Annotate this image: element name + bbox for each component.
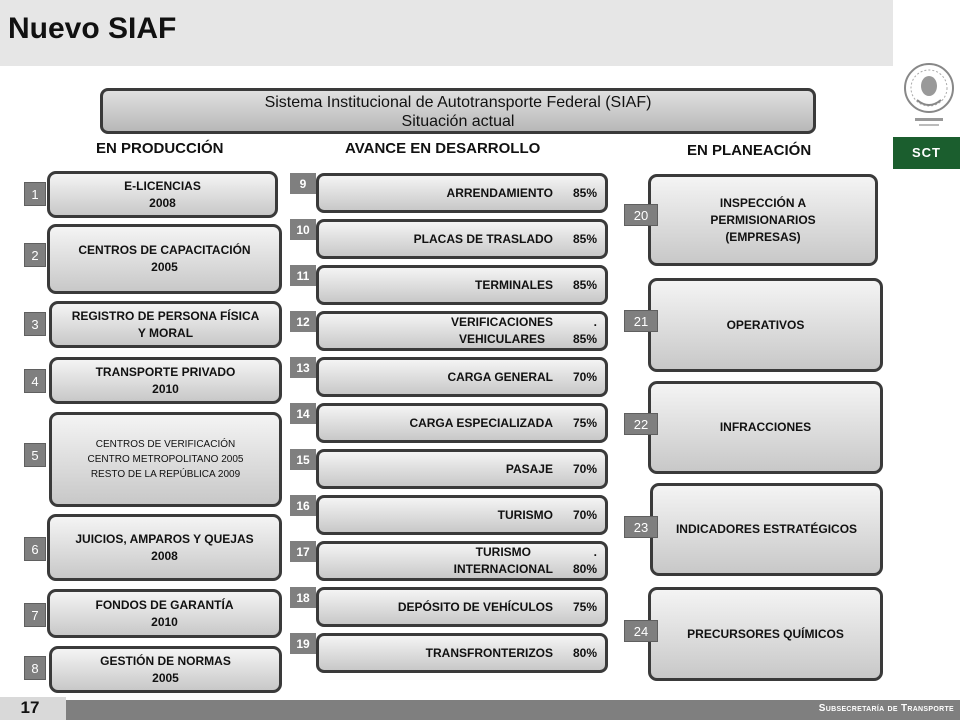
item-label: TURISMO xyxy=(497,507,553,522)
item-progress: 85% xyxy=(572,231,597,246)
desarrollo-item[interactable] xyxy=(316,311,608,351)
produccion-item[interactable] xyxy=(47,514,282,581)
desarrollo-item[interactable] xyxy=(316,173,608,213)
header-box xyxy=(100,88,816,134)
produccion-item[interactable] xyxy=(47,171,278,218)
item-label: PASAJE xyxy=(505,461,553,476)
planeacion-item[interactable] xyxy=(648,587,883,681)
item-progress: 75% xyxy=(572,415,597,430)
item-label: FONDOS DE GARANTÍA xyxy=(95,597,234,612)
item-progress: 85% xyxy=(572,185,597,200)
footer-organization: Subsecretaría de Transporte xyxy=(818,703,954,714)
desarrollo-item[interactable] xyxy=(316,541,608,581)
item-label: CENTROS DE VERIFICACIÓN xyxy=(95,439,236,450)
item-progress: . 85% xyxy=(572,315,597,346)
item-label: INFRACCIONES xyxy=(719,420,812,434)
item-year: 2010 xyxy=(151,614,178,629)
item-number-badge: 6 xyxy=(24,537,46,561)
item-number-badge: 19 xyxy=(290,633,316,654)
produccion-item[interactable] xyxy=(49,357,282,404)
item-number-badge: 5 xyxy=(24,443,46,467)
produccion-item[interactable] xyxy=(49,301,282,348)
item-label: TURISMO INTERNACIONAL xyxy=(453,545,553,576)
item-progress: 70% xyxy=(572,461,597,476)
item-detail: RESTO DE LA REPÚBLICA 2009 xyxy=(90,469,241,480)
item-label-line2: Y MORAL xyxy=(137,325,194,340)
produccion-item[interactable] xyxy=(47,224,282,294)
item-label: ARRENDAMIENTO xyxy=(446,185,553,200)
desarrollo-item[interactable] xyxy=(316,265,608,305)
item-year: 2005 xyxy=(151,260,178,274)
sct-logo: SCT xyxy=(893,137,960,169)
item-number-badge: 12 xyxy=(290,311,316,332)
item-label: PLACAS DE TRASLADO xyxy=(413,231,553,246)
item-label: TRANSFRONTERIZOS xyxy=(425,645,553,660)
column-title-planeacion: EN PLANEACIÓN xyxy=(687,142,812,159)
item-year: 2005 xyxy=(152,670,179,685)
header-line1: Sistema Institucional de Autotransporte Federal (SIAF) xyxy=(264,94,652,111)
item-number-badge: 3 xyxy=(24,312,46,336)
footer-bar xyxy=(0,700,960,720)
item-number-badge: 21 xyxy=(624,310,658,332)
item-label: TRANSPORTE PRIVADO xyxy=(95,364,236,379)
desarrollo-item[interactable] xyxy=(316,587,608,627)
item-progress: . 80% xyxy=(572,545,597,576)
item-number-badge: 11 xyxy=(290,265,316,286)
page-number: 17 xyxy=(20,698,40,717)
item-number-badge: 1 xyxy=(24,182,46,206)
item-label: TERMINALES xyxy=(475,277,553,292)
planeacion-item[interactable] xyxy=(648,381,883,474)
item-number-badge: 14 xyxy=(290,403,316,424)
item-number-badge: 15 xyxy=(290,449,316,470)
item-label: CENTROS DE CAPACITACIÓN xyxy=(78,243,251,257)
column-title-desarrollo: AVANCE EN DESARROLLO xyxy=(345,140,541,157)
item-progress: 75% xyxy=(572,599,597,614)
planeacion-item[interactable] xyxy=(648,278,883,372)
item-year: 2010 xyxy=(152,381,179,396)
item-progress: 80% xyxy=(572,645,597,660)
item-number-badge: 17 xyxy=(290,541,316,562)
desarrollo-item[interactable] xyxy=(316,449,608,489)
item-number-badge: 18 xyxy=(290,587,316,608)
item-label: GESTIÓN DE NORMAS xyxy=(100,653,231,668)
item-year: 2008 xyxy=(151,548,178,563)
desarrollo-item[interactable] xyxy=(316,633,608,673)
item-progress: 70% xyxy=(572,507,597,522)
item-number-badge: 4 xyxy=(24,369,46,393)
desarrollo-item[interactable] xyxy=(316,219,608,259)
produccion-item[interactable] xyxy=(47,589,282,638)
item-number-badge: 20 xyxy=(624,204,658,226)
item-number-badge: 9 xyxy=(290,173,316,194)
desarrollo-item[interactable] xyxy=(316,357,608,397)
header-line2: Situación actual xyxy=(401,113,515,130)
item-number-badge: 24 xyxy=(624,620,658,642)
item-number-badge: 7 xyxy=(24,603,46,627)
planeacion-item[interactable] xyxy=(648,174,878,266)
item-label: VERIFICACIONES VEHICULARES xyxy=(450,315,553,346)
item-year: 2008 xyxy=(149,195,176,210)
item-label: CARGA ESPECIALIZADA xyxy=(409,415,553,430)
item-progress: 70% xyxy=(572,369,597,384)
item-number-badge: 2 xyxy=(24,243,46,267)
item-progress: 85% xyxy=(572,277,597,292)
item-label-line3: (EMPRESAS) xyxy=(725,229,801,244)
item-number-badge: 10 xyxy=(290,219,316,240)
produccion-item[interactable] xyxy=(49,412,282,507)
item-label: OPERATIVOS xyxy=(726,317,805,332)
planeacion-item[interactable] xyxy=(650,483,883,576)
column-title-produccion: EN PRODUCCIÓN xyxy=(96,140,224,157)
item-number-badge: 8 xyxy=(24,656,46,680)
item-label-line2: PERMISIONARIOS xyxy=(710,212,816,227)
item-label: DEPÓSITO DE VEHÍCULOS xyxy=(397,599,553,614)
item-detail: CENTRO METROPOLITANO 2005 xyxy=(87,454,244,465)
item-label: PRECURSORES QUÍMICOS xyxy=(687,626,844,641)
item-label: E-LICENCIAS xyxy=(124,178,201,193)
item-label: REGISTRO DE PERSONA FÍSICA xyxy=(71,308,260,323)
desarrollo-item[interactable] xyxy=(316,403,608,443)
item-number-badge: 16 xyxy=(290,495,316,516)
coat-of-arms-icon xyxy=(903,60,955,132)
desarrollo-item[interactable] xyxy=(316,495,608,535)
item-label: INDICADORES ESTRATÉGICOS xyxy=(675,522,858,536)
item-label: JUICIOS, AMPAROS Y QUEJAS xyxy=(75,531,254,546)
item-label: CARGA GENERAL xyxy=(447,369,553,384)
item-number-badge: 23 xyxy=(624,516,658,538)
item-label: INSPECCIÓN A xyxy=(719,195,807,210)
page-title: Nuevo SIAF xyxy=(8,12,177,45)
item-number-badge: 13 xyxy=(290,357,316,378)
item-number-badge: 22 xyxy=(624,413,658,435)
produccion-item[interactable] xyxy=(49,646,282,693)
